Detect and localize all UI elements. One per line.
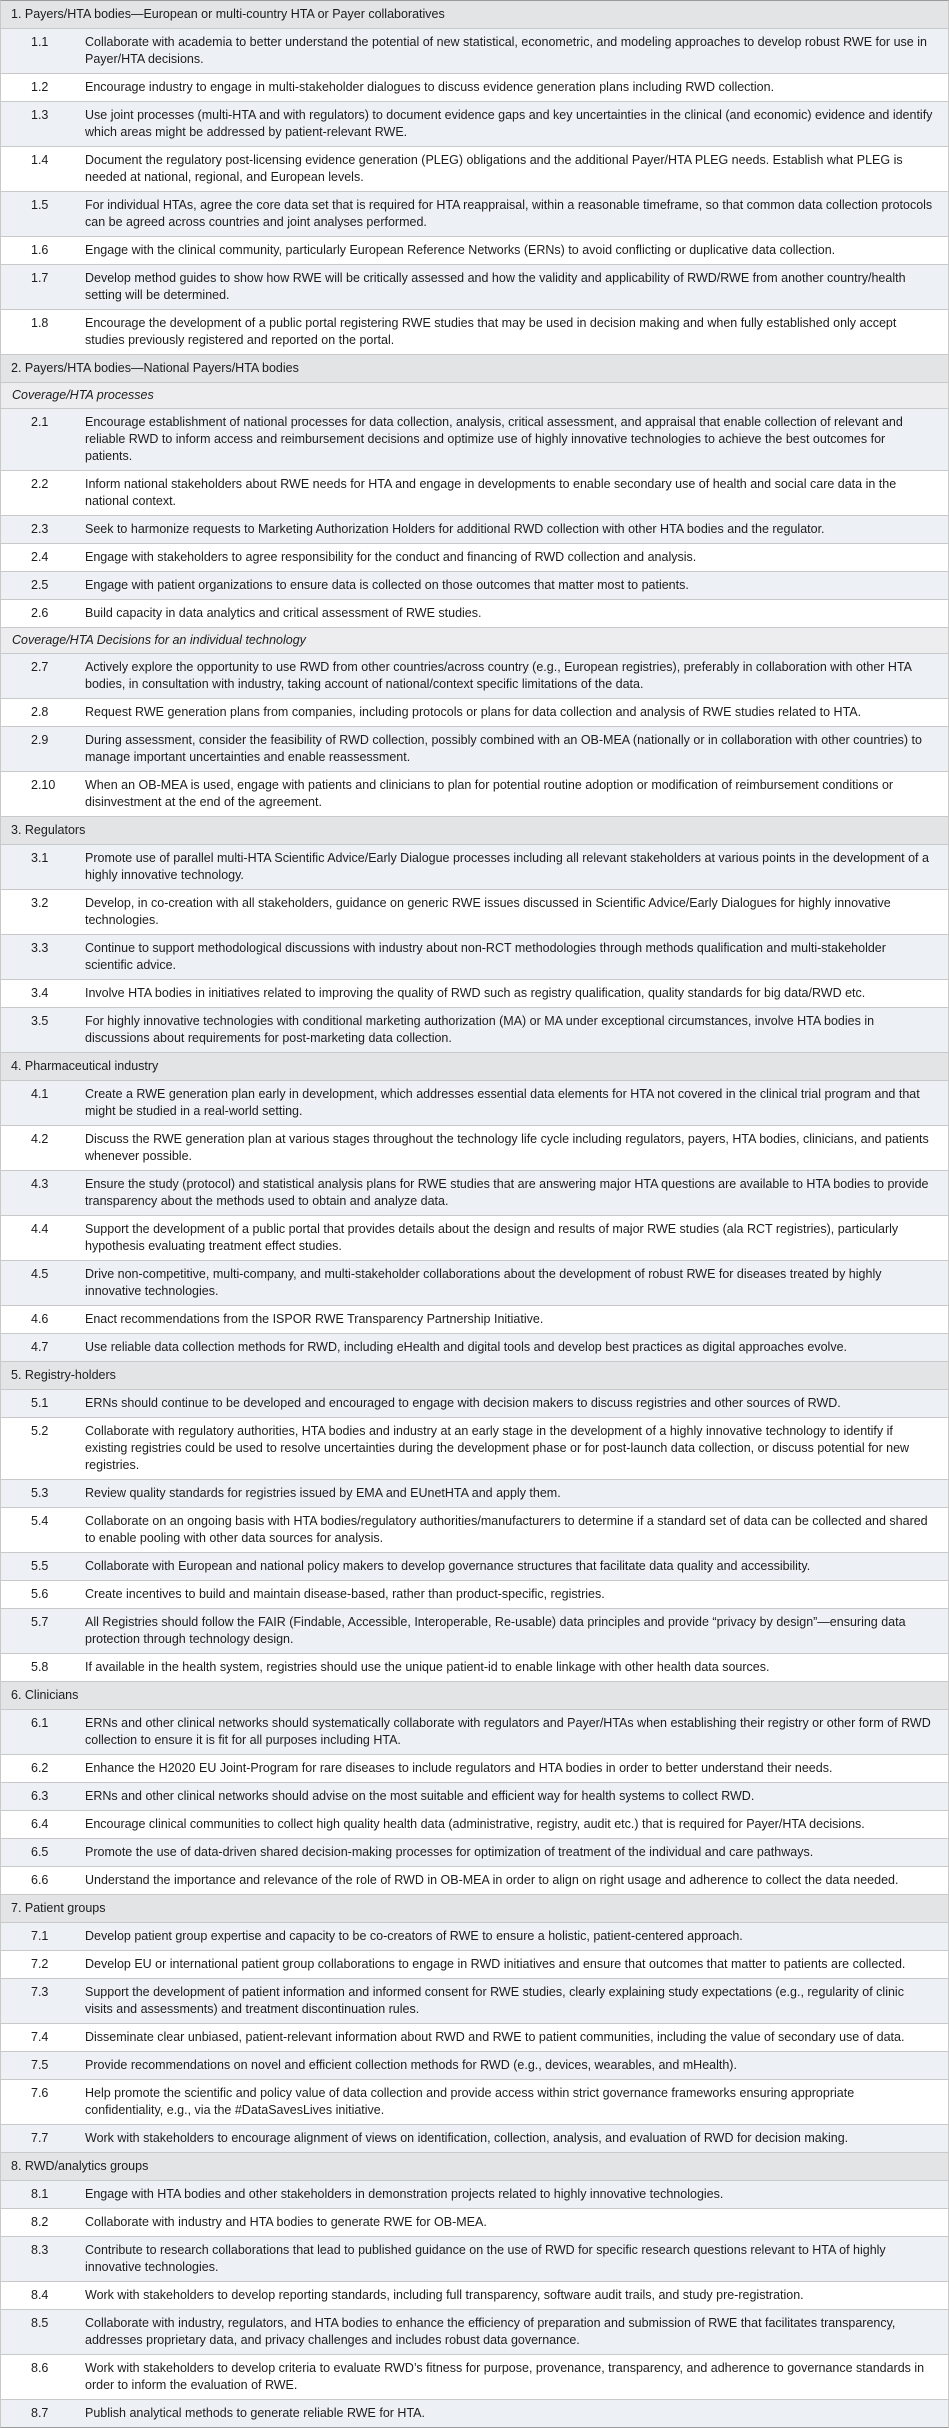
table-row bbox=[1, 1923, 948, 1951]
row-text: Collaborate with industry, regulators, and HTA bodies to enhance the efficiency of preparation and submission of RWE that facilitates transparency, addresses proprietary data, and privacy challenges and includes robust data governance. bbox=[85, 2316, 896, 2347]
row-text: All Registries should follow the FAIR (Findable, Accessible, Interoperable, Re-usable) data principles and provide “privacy by design”—ensuring data protection through technology design. bbox=[85, 1615, 906, 1646]
row-text: Understand the importance and relevance of the role of RWD in OB-MEA in order to align on right usage and adherence to collect the data needed. bbox=[85, 1873, 899, 1887]
row-number: 3.3 bbox=[31, 941, 49, 955]
row-number: 5.5 bbox=[31, 1559, 49, 1573]
row-number: 7.2 bbox=[31, 1957, 49, 1971]
row-number: 6.4 bbox=[31, 1817, 49, 1831]
table-row bbox=[1, 1609, 948, 1654]
table-row bbox=[1, 1867, 948, 1895]
row-number: 7.7 bbox=[31, 2131, 49, 2145]
table-row bbox=[1, 1508, 948, 1553]
row-number: 2.1 bbox=[31, 415, 49, 429]
row-number: 3.1 bbox=[31, 851, 49, 865]
row-number: 4.2 bbox=[31, 1132, 49, 1146]
section-title: 4. Pharmaceutical industry bbox=[11, 1059, 159, 1073]
subsection-header bbox=[1, 628, 948, 654]
row-number: 1.2 bbox=[31, 80, 49, 94]
row-text: Discuss the RWE generation plan at various stages throughout the technology life cycle including regulators, payers, HTA bodies, clinicians, and patients whenever possible. bbox=[85, 1132, 929, 1163]
table-row bbox=[1, 1581, 948, 1609]
table-row bbox=[1, 2052, 948, 2080]
row-number: 2.7 bbox=[31, 660, 49, 674]
section-header bbox=[1, 2153, 948, 2181]
table-row bbox=[1, 845, 948, 890]
row-number: 8.5 bbox=[31, 2316, 49, 2330]
section-header bbox=[1, 1895, 948, 1923]
row-number: 3.4 bbox=[31, 986, 49, 1000]
row-text: Ensure the study (protocol) and statistical analysis plans for RWE studies that are answering major HTA questions are available to HTA bodies to provide transparency about the methods used to obtain and analyze data. bbox=[85, 1177, 929, 1208]
table-row bbox=[1, 2355, 948, 2400]
row-text: Support the development of a public portal that provides details about the design and results of major RWE studies (ala RCT registries), particularly hypothesis evaluating treatment effect studies. bbox=[85, 1222, 899, 1253]
row-number: 1.1 bbox=[31, 35, 49, 49]
row-text: Contribute to research collaborations that lead to published guidance on the use of RWD for specific research questions relevant to HTA of highly innovative technologies. bbox=[85, 2243, 886, 2274]
row-number: 2.3 bbox=[31, 522, 49, 536]
table-row bbox=[1, 1811, 948, 1839]
table-row bbox=[1, 516, 948, 544]
row-text: Engage with HTA bodies and other stakeholders in demonstration projects related to highly innovative technologies. bbox=[85, 2187, 724, 2201]
table-row bbox=[1, 1480, 948, 1508]
table-row bbox=[1, 1951, 948, 1979]
row-number: 2.8 bbox=[31, 705, 49, 719]
table-row bbox=[1, 544, 948, 572]
row-number: 5.1 bbox=[31, 1396, 49, 1410]
row-number: 1.4 bbox=[31, 153, 49, 167]
section-header bbox=[1, 1682, 948, 1710]
row-text: Use reliable data collection methods for RWD, including eHealth and digital tools and develop best practices as digital approaches evolve. bbox=[85, 1340, 848, 1354]
subsection-title: Coverage/HTA Decisions for an individual technology bbox=[12, 633, 306, 647]
row-text: Encourage establishment of national processes for data collection, analysis, critical assessment, and appraisal that enable collection of relevant and reliable RWD to inform access and reimbursement decisions and optimize use of highly innovative technologies to achieve the best outcomes for patients. bbox=[85, 415, 903, 463]
row-number: 5.2 bbox=[31, 1424, 49, 1438]
row-text: Build capacity in data analytics and critical assessment of RWE studies. bbox=[85, 606, 482, 620]
row-text: Create a RWE generation plan early in development, which addresses essential data elements for HTA not covered in the clinical trial program and that might be studied in a real-world setting. bbox=[85, 1087, 920, 1118]
row-text: Engage with stakeholders to agree responsibility for the conduct and financing of RWD collection and analysis. bbox=[85, 550, 697, 564]
table-row bbox=[1, 192, 948, 237]
row-text: Encourage clinical communities to collect high quality health data (administrative, registry, audit etc.) that is required for Payer/HTA decisions. bbox=[85, 1817, 865, 1831]
row-number: 7.3 bbox=[31, 1985, 49, 1999]
row-text: Help promote the scientific and policy value of data collection and provide access within strict governance frameworks ensuring appropriate confidentiality, e.g., via the #DataSavesLives initiative. bbox=[85, 2086, 855, 2117]
row-text: Drive non-competitive, multi-company, and multi-stakeholder collaborations about the development of robust RWE for diseases treated by highly innovative technologies. bbox=[85, 1267, 882, 1298]
table-row bbox=[1, 1081, 948, 1126]
section-header bbox=[1, 1362, 948, 1390]
row-number: 7.6 bbox=[31, 2086, 49, 2100]
row-number: 4.7 bbox=[31, 1340, 49, 1354]
row-text: When an OB-MEA is used, engage with patients and clinicians to plan for potential routine adoption or modification of reimbursement conditions or disinvestment at the end of the agreement. bbox=[85, 778, 894, 809]
table-row bbox=[1, 654, 948, 699]
row-text: Actively explore the opportunity to use RWD from other countries/across country (e.g., European registries), preferably in collaboration with other HTA bodies, in consultation with industry, taking account of national/context specific limitations of the data. bbox=[85, 660, 912, 691]
section-header bbox=[1, 817, 948, 845]
row-number: 2.4 bbox=[31, 550, 49, 564]
row-text: Support the development of patient information and informed consent for RWE studies, clearly explaining study expectations (e.g., regularity of clinic visits and assessments) and treatment discontinuation rules. bbox=[85, 1985, 904, 2016]
table-row bbox=[1, 1710, 948, 1755]
row-text: Publish analytical methods to generate reliable RWE for HTA. bbox=[85, 2406, 425, 2420]
row-number: 5.4 bbox=[31, 1514, 49, 1528]
row-number: 2.10 bbox=[31, 778, 56, 792]
table-row bbox=[1, 147, 948, 192]
row-number: 6.5 bbox=[31, 1845, 49, 1859]
row-text: Engage with the clinical community, particularly European Reference Networks (ERNs) to avoid conflicting or duplicative data collection. bbox=[85, 243, 836, 257]
row-text: Engage with patient organizations to ensure data is collected on those outcomes that matter most to patients. bbox=[85, 578, 689, 592]
table-row bbox=[1, 2080, 948, 2125]
row-number: 7.5 bbox=[31, 2058, 49, 2072]
table-row bbox=[1, 1755, 948, 1783]
row-text: Review quality standards for registries issued by EMA and EUnetHTA and apply them. bbox=[85, 1486, 561, 1500]
row-text: Provide recommendations on novel and efficient collection methods for RWD (e.g., devices, wearables, and mHealth). bbox=[85, 2058, 737, 2072]
section-title: 8. RWD/analytics groups bbox=[11, 2159, 149, 2173]
row-text: For individual HTAs, agree the core data set that is required for HTA reappraisal, within a reasonable timeframe, so that common data collection protocols can be agreed across countries and joint analyses performed. bbox=[85, 198, 933, 229]
row-text: During assessment, consider the feasibility of RWD collection, possibly combined with an OB-MEA (nationally or in collaboration with other countries) to manage important uncertainties and enable reassessment. bbox=[85, 733, 922, 764]
row-number: 4.3 bbox=[31, 1177, 49, 1191]
row-number: 2.5 bbox=[31, 578, 49, 592]
section-title: 7. Patient groups bbox=[11, 1901, 106, 1915]
row-number: 1.5 bbox=[31, 198, 49, 212]
table-row bbox=[1, 1171, 948, 1216]
row-number: 7.4 bbox=[31, 2030, 49, 2044]
table-row bbox=[1, 600, 948, 628]
table-row bbox=[1, 265, 948, 310]
row-number: 6.2 bbox=[31, 1761, 49, 1775]
table-row bbox=[1, 1979, 948, 2024]
row-text: Promote use of parallel multi-HTA Scientific Advice/Early Dialogue processes including all relevant stakeholders at various points in the development of a highly innovative technology. bbox=[85, 851, 929, 882]
table-row bbox=[1, 1261, 948, 1306]
row-number: 8.7 bbox=[31, 2406, 49, 2420]
row-text: Encourage the development of a public portal registering RWE studies that may be used in decision making and when fully established only accept studies previously registered and reported on the portal. bbox=[85, 316, 897, 347]
row-text: Develop patient group expertise and capacity to be co-creators of RWE to ensure a holistic, patient-centered approach. bbox=[85, 1929, 743, 1943]
row-text: Collaborate on an ongoing basis with HTA bodies/regulatory authorities/manufacturers to determine if a standard set of data can be collected and shared to enable pooling with other data sources for analysis. bbox=[85, 1514, 928, 1545]
row-number: 5.7 bbox=[31, 1615, 49, 1629]
table-row bbox=[1, 1126, 948, 1171]
row-number: 1.6 bbox=[31, 243, 49, 257]
row-number: 8.2 bbox=[31, 2215, 49, 2229]
row-text: Develop method guides to show how RWE will be critically assessed and how the validity and applicability of RWD/RWE from another country/health setting will be determined. bbox=[85, 271, 906, 302]
row-number: 5.3 bbox=[31, 1486, 49, 1500]
row-number: 6.3 bbox=[31, 1789, 49, 1803]
table-row bbox=[1, 310, 948, 355]
table-row bbox=[1, 471, 948, 516]
row-number: 2.2 bbox=[31, 477, 49, 491]
row-text: Collaborate with industry and HTA bodies to generate RWE for OB-MEA. bbox=[85, 2215, 487, 2229]
table-row bbox=[1, 890, 948, 935]
table-row bbox=[1, 1783, 948, 1811]
table-row bbox=[1, 1654, 948, 1682]
row-number: 7.1 bbox=[31, 1929, 49, 1943]
table-row bbox=[1, 1306, 948, 1334]
section-title: 2. Payers/HTA bodies—National Payers/HTA bodies bbox=[11, 361, 299, 375]
table-row bbox=[1, 2181, 948, 2209]
section-header bbox=[1, 355, 948, 383]
row-number: 1.3 bbox=[31, 108, 49, 122]
row-text: Continue to support methodological discussions with industry about non-RCT methodologies through methods qualification and multi-stakeholder scientific advice. bbox=[85, 941, 886, 972]
subsection-header bbox=[1, 383, 948, 409]
table-row bbox=[1, 772, 948, 817]
table-row bbox=[1, 699, 948, 727]
section-title: 5. Registry-holders bbox=[11, 1368, 116, 1382]
row-text: Collaborate with academia to better understand the potential of new statistical, econometric, and modeling approaches to develop robust RWE for use in Payer/HTA decisions. bbox=[85, 35, 927, 66]
row-text: Develop, in co-creation with all stakeholders, guidance on generic RWE issues discussed in Scientific Advice/Early Dialogues for highly innovative technologies. bbox=[85, 896, 891, 927]
table-row bbox=[1, 1839, 948, 1867]
row-number: 6.6 bbox=[31, 1873, 49, 1887]
row-text: Enact recommendations from the ISPOR RWE Transparency Partnership Initiative. bbox=[85, 1312, 544, 1326]
row-number: 2.6 bbox=[31, 606, 49, 620]
row-number: 1.7 bbox=[31, 271, 49, 285]
row-text: Seek to harmonize requests to Marketing Authorization Holders for additional RWD collection with other HTA bodies and the regulator. bbox=[85, 522, 825, 536]
row-text: Inform national stakeholders about RWE needs for HTA and engage in developments to enable secondary use of health and social care data in the national context. bbox=[85, 477, 897, 508]
section-title: 1. Payers/HTA bodies—European or multi-country HTA or Payer collaboratives bbox=[11, 7, 445, 21]
table-row bbox=[1, 1334, 948, 1362]
row-text: For highly innovative technologies with conditional marketing authorization (MA) or MA under exceptional circumstances, involve HTA bodies in discussions about requirements for post-marketing data collection. bbox=[85, 1014, 875, 1045]
table-row bbox=[1, 102, 948, 147]
table-row bbox=[1, 1390, 948, 1418]
row-text: Involve HTA bodies in initiatives related to improving the quality of RWD such as registry qualification, quality standards for big data/RWD etc. bbox=[85, 986, 866, 1000]
row-number: 4.1 bbox=[31, 1087, 49, 1101]
table-row bbox=[1, 1216, 948, 1261]
section-header bbox=[1, 1053, 948, 1081]
row-number: 3.5 bbox=[31, 1014, 49, 1028]
row-text: Document the regulatory post-licensing evidence generation (PLEG) obligations and the additional Payer/HTA PLEG needs. Establish what PLEG is needed at national, regional, and European levels. bbox=[85, 153, 903, 184]
table-row bbox=[1, 2209, 948, 2237]
table-row bbox=[1, 935, 948, 980]
row-number: 4.5 bbox=[31, 1267, 49, 1281]
row-text: Promote the use of data-driven shared decision-making processes for optimization of treatment of the individual and care pathways. bbox=[85, 1845, 814, 1859]
row-text: Work with stakeholders to develop reporting standards, including full transparency, software audit trails, and study pre-registration. bbox=[85, 2288, 804, 2302]
row-text: Use joint processes (multi-HTA and with regulators) to document evidence gaps and key uncertainties in the clinical (and economic) evidence and identify which areas might be addressed by patient-relevant RWE. bbox=[85, 108, 933, 139]
section-title: 6. Clinicians bbox=[11, 1688, 79, 1702]
row-text: ERNs and other clinical networks should systematically collaborate with regulators and Payer/HTAs when establishing their registry or other form of RWD collection to ensure it is fit for all purposes including HTA. bbox=[85, 1716, 931, 1747]
row-number: 5.6 bbox=[31, 1587, 49, 1601]
table-row bbox=[1, 2400, 948, 2427]
row-text: Collaborate with European and national policy makers to develop governance structures that facilitate data quality and accessibility. bbox=[85, 1559, 811, 1573]
table-row bbox=[1, 572, 948, 600]
table-row bbox=[1, 980, 948, 1008]
row-number: 8.6 bbox=[31, 2361, 49, 2375]
row-text: Collaborate with regulatory authorities, HTA bodies and industry at an early stage in the development of a highly innovative technology to identify if existing registries could be used to resolve uncertainties during the development phase or for post-launch data collection, or discuss potential for new registries. bbox=[85, 1424, 910, 1472]
row-number: 6.1 bbox=[31, 1716, 49, 1730]
table-row bbox=[1, 2282, 948, 2310]
table-row bbox=[1, 2310, 948, 2355]
table-row bbox=[1, 727, 948, 772]
table-row bbox=[1, 29, 948, 74]
row-number: 8.1 bbox=[31, 2187, 49, 2201]
row-text: Develop EU or international patient group collaborations to engage in RWD initiatives and ensure that outcomes that matter to patients are collected. bbox=[85, 1957, 906, 1971]
section-title: 3. Regulators bbox=[11, 823, 86, 837]
row-number: 8.4 bbox=[31, 2288, 49, 2302]
row-number: 3.2 bbox=[31, 896, 49, 910]
row-text: Encourage industry to engage in multi-stakeholder dialogues to discuss evidence generation plans including RWD collection. bbox=[85, 80, 775, 94]
row-number: 4.4 bbox=[31, 1222, 49, 1236]
row-text: ERNs and other clinical networks should advise on the most suitable and efficient way for health systems to collect RWD. bbox=[85, 1789, 755, 1803]
subsection-title: Coverage/HTA processes bbox=[12, 388, 154, 402]
table-row bbox=[1, 2024, 948, 2052]
row-text: Request RWE generation plans from companies, including protocols or plans for data collection and analysis of RWE studies related to HTA. bbox=[85, 705, 862, 719]
table-row bbox=[1, 74, 948, 102]
row-number: 5.8 bbox=[31, 1660, 49, 1674]
table-row bbox=[1, 237, 948, 265]
row-number: 4.6 bbox=[31, 1312, 49, 1326]
row-text: Create incentives to build and maintain disease-based, rather than product-specific, registries. bbox=[85, 1587, 605, 1601]
row-text: Disseminate clear unbiased, patient-relevant information about RWD and RWE to patient communities, including the value of secondary use of data. bbox=[85, 2030, 905, 2044]
row-text: ERNs should continue to be developed and encouraged to engage with decision makers to discuss registries and other sources of RWD. bbox=[85, 1396, 841, 1410]
row-number: 8.3 bbox=[31, 2243, 49, 2257]
row-number: 2.9 bbox=[31, 733, 49, 747]
row-text: Enhance the H2020 EU Joint-Program for rare diseases to include regulators and HTA bodies in order to better understand their needs. bbox=[85, 1761, 833, 1775]
row-text: If available in the health system, registries should use the unique patient-id to enable linkage with other health data sources. bbox=[85, 1660, 770, 1674]
section-header bbox=[1, 1, 948, 29]
table-row bbox=[1, 2125, 948, 2153]
table-row bbox=[1, 409, 948, 471]
table-row bbox=[1, 1418, 948, 1480]
row-number: 1.8 bbox=[31, 316, 49, 330]
table-row bbox=[1, 1008, 948, 1053]
table-row bbox=[1, 2237, 948, 2282]
table-row bbox=[1, 1553, 948, 1581]
row-text: Work with stakeholders to encourage alignment of views on identification, collection, analysis, and evaluation of RWD for decision making. bbox=[85, 2131, 849, 2145]
row-text: Work with stakeholders to develop criteria to evaluate RWD’s fitness for purpose, provenance, transparency, and adherence to governance standards in order to inform the evaluation of RWE. bbox=[85, 2361, 925, 2392]
